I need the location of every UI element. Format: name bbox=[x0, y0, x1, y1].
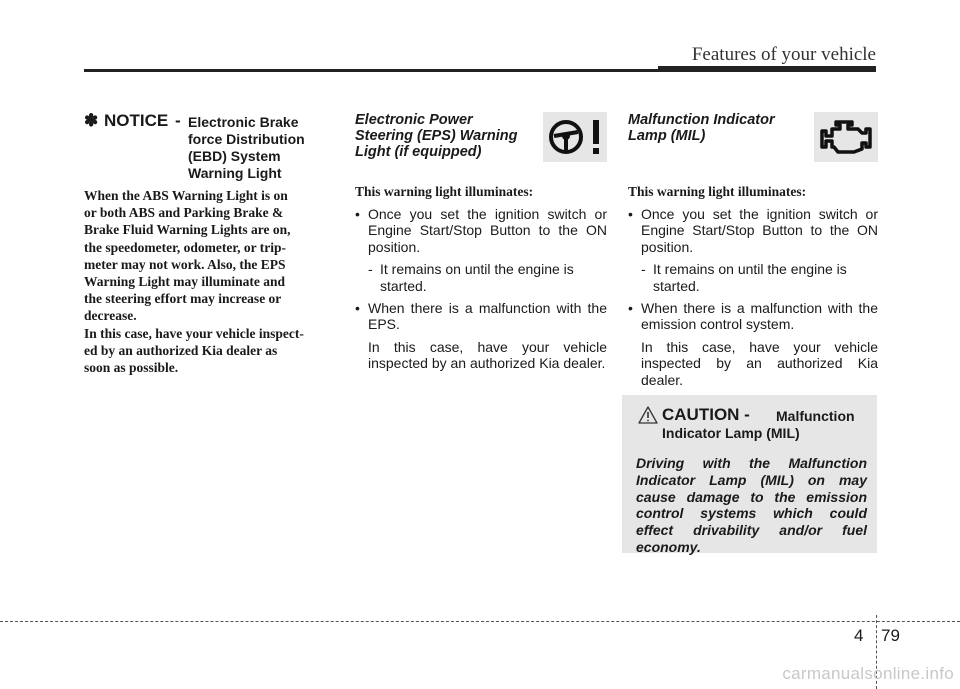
header-rule-accent bbox=[658, 66, 876, 72]
notice-body-line: soon as possible. bbox=[84, 360, 179, 376]
eps-intro: This warning light illuminates: bbox=[355, 184, 534, 199]
page-number: 79 bbox=[881, 626, 900, 645]
eps-bullet-ignition bbox=[355, 206, 607, 255]
notice-body-line: Brake Fluid Warning Lights are on, bbox=[84, 222, 291, 238]
notice-section bbox=[84, 112, 336, 376]
mil-bullet-text: When there is a malfunction with the emission control system. bbox=[641, 300, 878, 333]
eps-subline: - It remains on until the engine is started. bbox=[355, 261, 607, 294]
caution-label: CAUTION - bbox=[662, 405, 750, 424]
watermark: carmanualsonline.info bbox=[782, 664, 954, 683]
eps-sub-rest: started. bbox=[380, 277, 427, 294]
mil-sub-first: It remains on until the engine is bbox=[653, 261, 847, 278]
notice-body-line: decrease. bbox=[84, 308, 137, 324]
mil-subline: - It remains on until the engine is started. bbox=[628, 261, 878, 294]
notice-subtitle-line: (EBD) System bbox=[188, 148, 281, 164]
notice-subtitle bbox=[188, 114, 338, 182]
eps-title-line: Light (if equipped) bbox=[355, 144, 482, 160]
mil-title-line: Malfunction Indicator bbox=[628, 112, 775, 128]
mil-inspection-note: In this case, have your vehicle inspected by an authorized Kia dealer. bbox=[641, 338, 878, 388]
notice-body-line: In this case, have your vehicle inspect- bbox=[84, 325, 304, 341]
mil-section bbox=[628, 112, 878, 388]
mil-bullet-malfunction bbox=[628, 300, 878, 333]
notice-body-line: When the ABS Warning Light is on bbox=[84, 188, 288, 203]
bullet-dot: • bbox=[355, 300, 360, 317]
eps-warning-icon bbox=[543, 112, 607, 162]
eps-inspection-note: In this case, have your vehicle inspected by an authorized Kia dealer. bbox=[368, 338, 607, 372]
notice-subtitle-line: Electronic Brake bbox=[188, 114, 299, 130]
mil-bullet-ignition bbox=[628, 206, 878, 255]
caution-heading bbox=[637, 405, 877, 443]
notice-heading bbox=[84, 112, 336, 180]
mil-intro: This warning light illuminates: bbox=[628, 184, 807, 199]
notice-body-line: the steering effort may increase or bbox=[84, 291, 282, 307]
notice-dash: - bbox=[175, 111, 181, 130]
notice-body bbox=[84, 187, 336, 376]
caution-body: Driving with the Malfunction Indicator Lamp (MIL) on may cause damage to the emission control systems which could effect drivability and/or fuel economy. bbox=[636, 455, 867, 555]
eps-title bbox=[355, 112, 535, 160]
caution-subtitle-line2: Indicator Lamp (MIL) bbox=[662, 425, 800, 441]
notice-label: NOTICE bbox=[104, 111, 169, 130]
notice-subtitle-line: force Distribution bbox=[188, 131, 305, 147]
notice-body-line: or both ABS and Parking Brake & bbox=[84, 205, 284, 221]
notice-subtitle-line: Warning Light bbox=[188, 165, 282, 181]
eps-bullet-text: When there is a malfunction with the EPS. bbox=[368, 300, 607, 333]
eps-bullet-text: Once you set the ignition switch or Engine Start/Stop Button to the ON position. bbox=[368, 206, 607, 255]
notice-body-line: the speedometer, odometer, or trip- bbox=[84, 239, 286, 255]
eps-bullet-malfunction bbox=[355, 300, 607, 333]
eps-heading bbox=[355, 112, 607, 168]
bullet-dot: • bbox=[628, 206, 633, 222]
mil-title-line: Lamp (MIL) bbox=[628, 128, 706, 144]
warning-triangle-icon bbox=[637, 405, 659, 430]
bullet-dot: • bbox=[628, 300, 633, 317]
notice-body-line: meter may not work. Also, the EPS bbox=[84, 256, 286, 272]
chapter-number: 4 bbox=[854, 626, 864, 645]
mil-heading bbox=[628, 112, 878, 168]
bullet-dot: • bbox=[355, 206, 360, 222]
eps-title-line: Steering (EPS) Warning bbox=[355, 128, 518, 144]
notice-star-icon: ✽ bbox=[84, 111, 99, 130]
caution-subtitle: Malfunction bbox=[776, 408, 855, 424]
footer-rule bbox=[0, 621, 960, 622]
caution-box bbox=[622, 395, 877, 553]
page-header-title: Features of your vehicle bbox=[691, 44, 876, 65]
engine-check-icon bbox=[814, 112, 878, 162]
mil-bullet-text: Once you set the ignition switch or Engine Start/Stop Button to the ON position. bbox=[641, 206, 878, 255]
mil-title bbox=[628, 112, 808, 144]
eps-title-line: Electronic Power bbox=[355, 112, 473, 128]
eps-sub-first: It remains on until the engine is bbox=[380, 261, 574, 278]
notice-body-line: ed by an authorized Kia dealer as bbox=[84, 342, 278, 358]
eps-section bbox=[355, 112, 607, 372]
mil-sub-rest: started. bbox=[653, 277, 700, 294]
notice-body-line: Warning Light may illuminate and bbox=[84, 274, 286, 290]
